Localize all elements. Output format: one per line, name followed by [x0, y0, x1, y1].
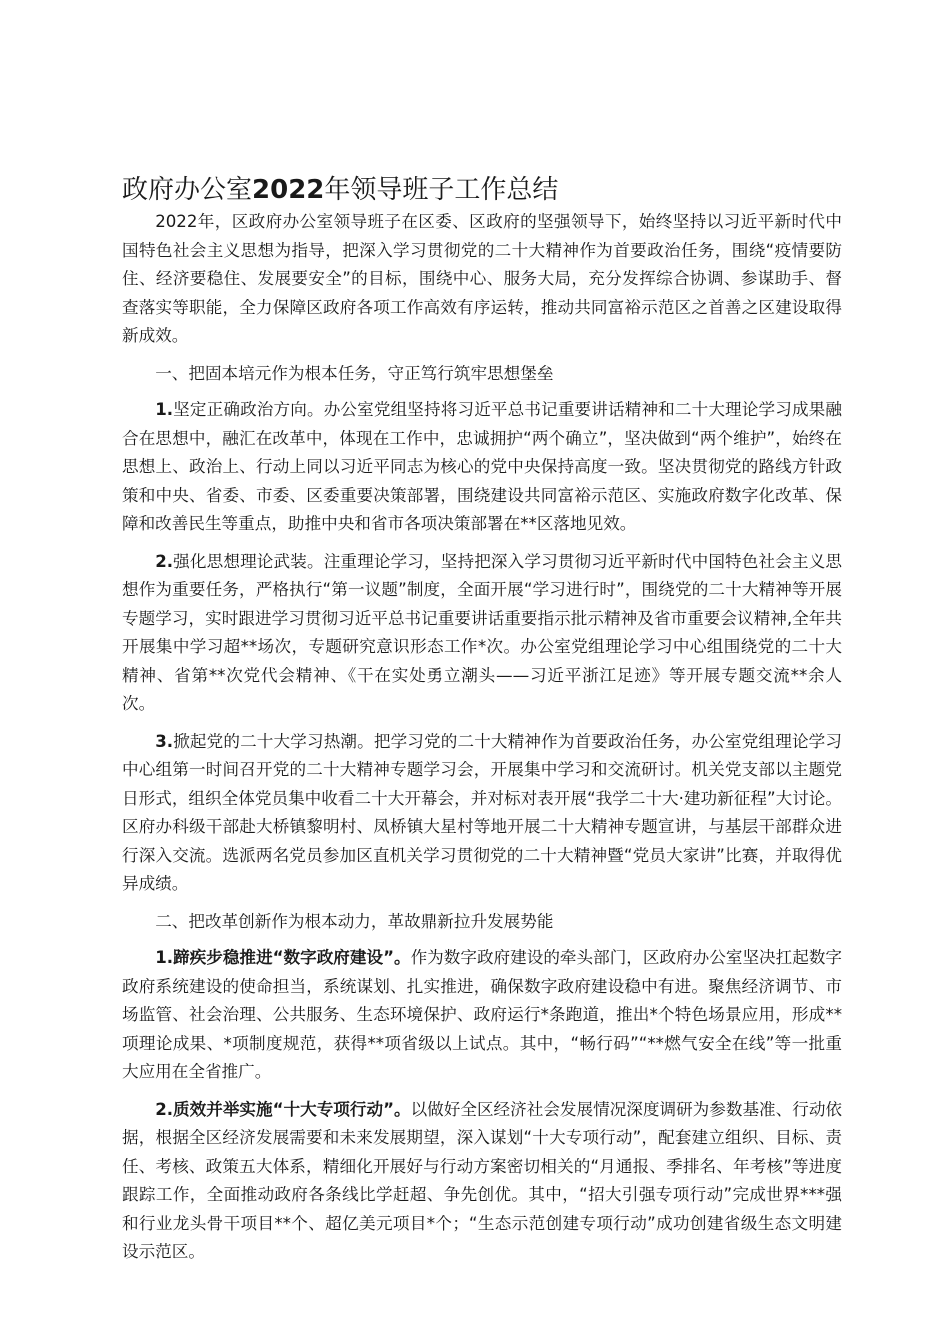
item-number: 1.	[155, 400, 174, 419]
document-title	[122, 172, 842, 208]
intro-paragraph: 2022年，区政府办公室领导班子在区委、区政府的坚强领导下，始终坚持以习近平新时代中国特色社会主义思想为指导，把深入学习贯彻党的二十大精神作为首要政治任务，围绕“疫情要防住、经济要稳住、发展要安全”的目标，围绕中心、服务大局，充分发挥综合协调、参谋助手、督查落实等职能，全力保障区政府各项工作高效有序运转，推动共同富裕示范区之首善之区建设取得新成效。	[122, 212, 842, 345]
item-text: 以做好全区经济社会发展情况深度调研为参数基准、行动依据，根据全区经济发展需要和未来发展期望，深入谋划“十大专项行动”，配套建立组织、目标、责任、考核、政策五大体系，精细化开展好与行动方案密切相关的“月通报、季排名、年考核”等进度跟踪工作，全面推动政府各条线比学赶超、争先创优。其中，“招大引强专项行动”完成世界***强和行业龙头骨干项目**个、超亿美元项目*个；“生态示范创建专项行动”成功创建省级生态文明建设示范区。	[122, 1099, 843, 1261]
title-prefix: 政府办公室	[122, 175, 253, 206]
item-text: 坚定正确政治方向。办公室党组坚持将习近平总书记重要讲话精神和二十大理论学习成果融合在思想中，融汇在改革中，体现在工作中，忠诚拥护“两个确立”，坚决做到“两个维护”，始终在思想上、政治上、行动上同以习近平同志为核心的党中央保持高度一致。坚决贯彻党的路线方针政策和中央、省委、市委、区委重要决策部署，围绕建设共同富裕示范区、实施政府数字化改革、保障和改善民生等重点，助推中央和省市各项决策部署在**区落地见效。	[122, 400, 842, 533]
item-number: 3.	[155, 731, 174, 751]
item-lead: 2.质效并举实施“十大专项行动”。	[155, 1099, 411, 1119]
section-paragraph	[122, 1096, 842, 1267]
section-paragraph	[122, 944, 842, 1087]
item-text: 强化思想理论武装。注重理论学习，坚持把深入学习贯彻习近平新时代中国特色社会主义思想作为重要任务，严格执行“第一议题”制度，全面开展“学习进行时”，围绕党的二十大精神等开展专题学习，实时跟进学习贯彻习近平总书记重要讲话重要指示批示精神及省市重要会议精神,全年共开展集中学习超**场次，专题研究意识形态工作*次。办公室党组理论学习中心组围绕党的二十大精神、省第**次党代会精神、《干在实处勇立潮头——习近平浙江足迹》等开展专题交流**余人次。	[122, 551, 842, 713]
item-text: 作为数字政府建设的牵头部门，区政府办公室坚决扛起数字政府系统建设的使命担当，系统谋划、扎实推进，确保数字政府建设稳中有进。聚焦经济调节、市场监管、社会治理、公共服务、生态环境保护、政府运行*条跑道，推出*个特色场景应用，形成**项理论成果、*项制度规范，获得**项省级以上试点。其中，“畅行码”“**燃气安全在线”等一批重大应用在全省推广。	[122, 948, 843, 1081]
document-body	[122, 208, 842, 1276]
item-lead: 1.蹄疾步稳推进“数字政府建设”。	[155, 948, 411, 967]
item-text: 掀起党的二十大学习热潮。把学习党的二十大精神作为首要政治任务，办公室党组理论学习中心组第一时间召开党的二十大精神专题学习会，开展集中学习和交流研讨。机关党支部以主题党日形式，组织全体党员集中收看二十大开幕会，并对标对表开展“我学二十大·建功新征程”大讨论。区府办科级干部赴大桥镇黎明村、凤桥镇大星村等地开展二十大精神专题宣讲，与基层干部群众进行深入交流。选派两名党员参加区直机关学习贯彻党的二十大精神暨“党员大家讲”比赛，并取得优异成绩。	[122, 731, 842, 893]
item-number: 2.	[155, 551, 174, 571]
section-heading: 二、把改革创新作为根本动力，革故鼎新拉升发展势能	[155, 911, 554, 931]
section-paragraph	[122, 548, 842, 719]
section-paragraph	[122, 396, 842, 539]
title-year: 2022	[252, 175, 325, 206]
title-suffix: 年领导班子工作总结	[324, 175, 559, 206]
section-heading: 一、把固本培元作为根本任务，守正笃行筑牢思想堡垒	[155, 363, 554, 383]
section-paragraph	[122, 728, 842, 899]
